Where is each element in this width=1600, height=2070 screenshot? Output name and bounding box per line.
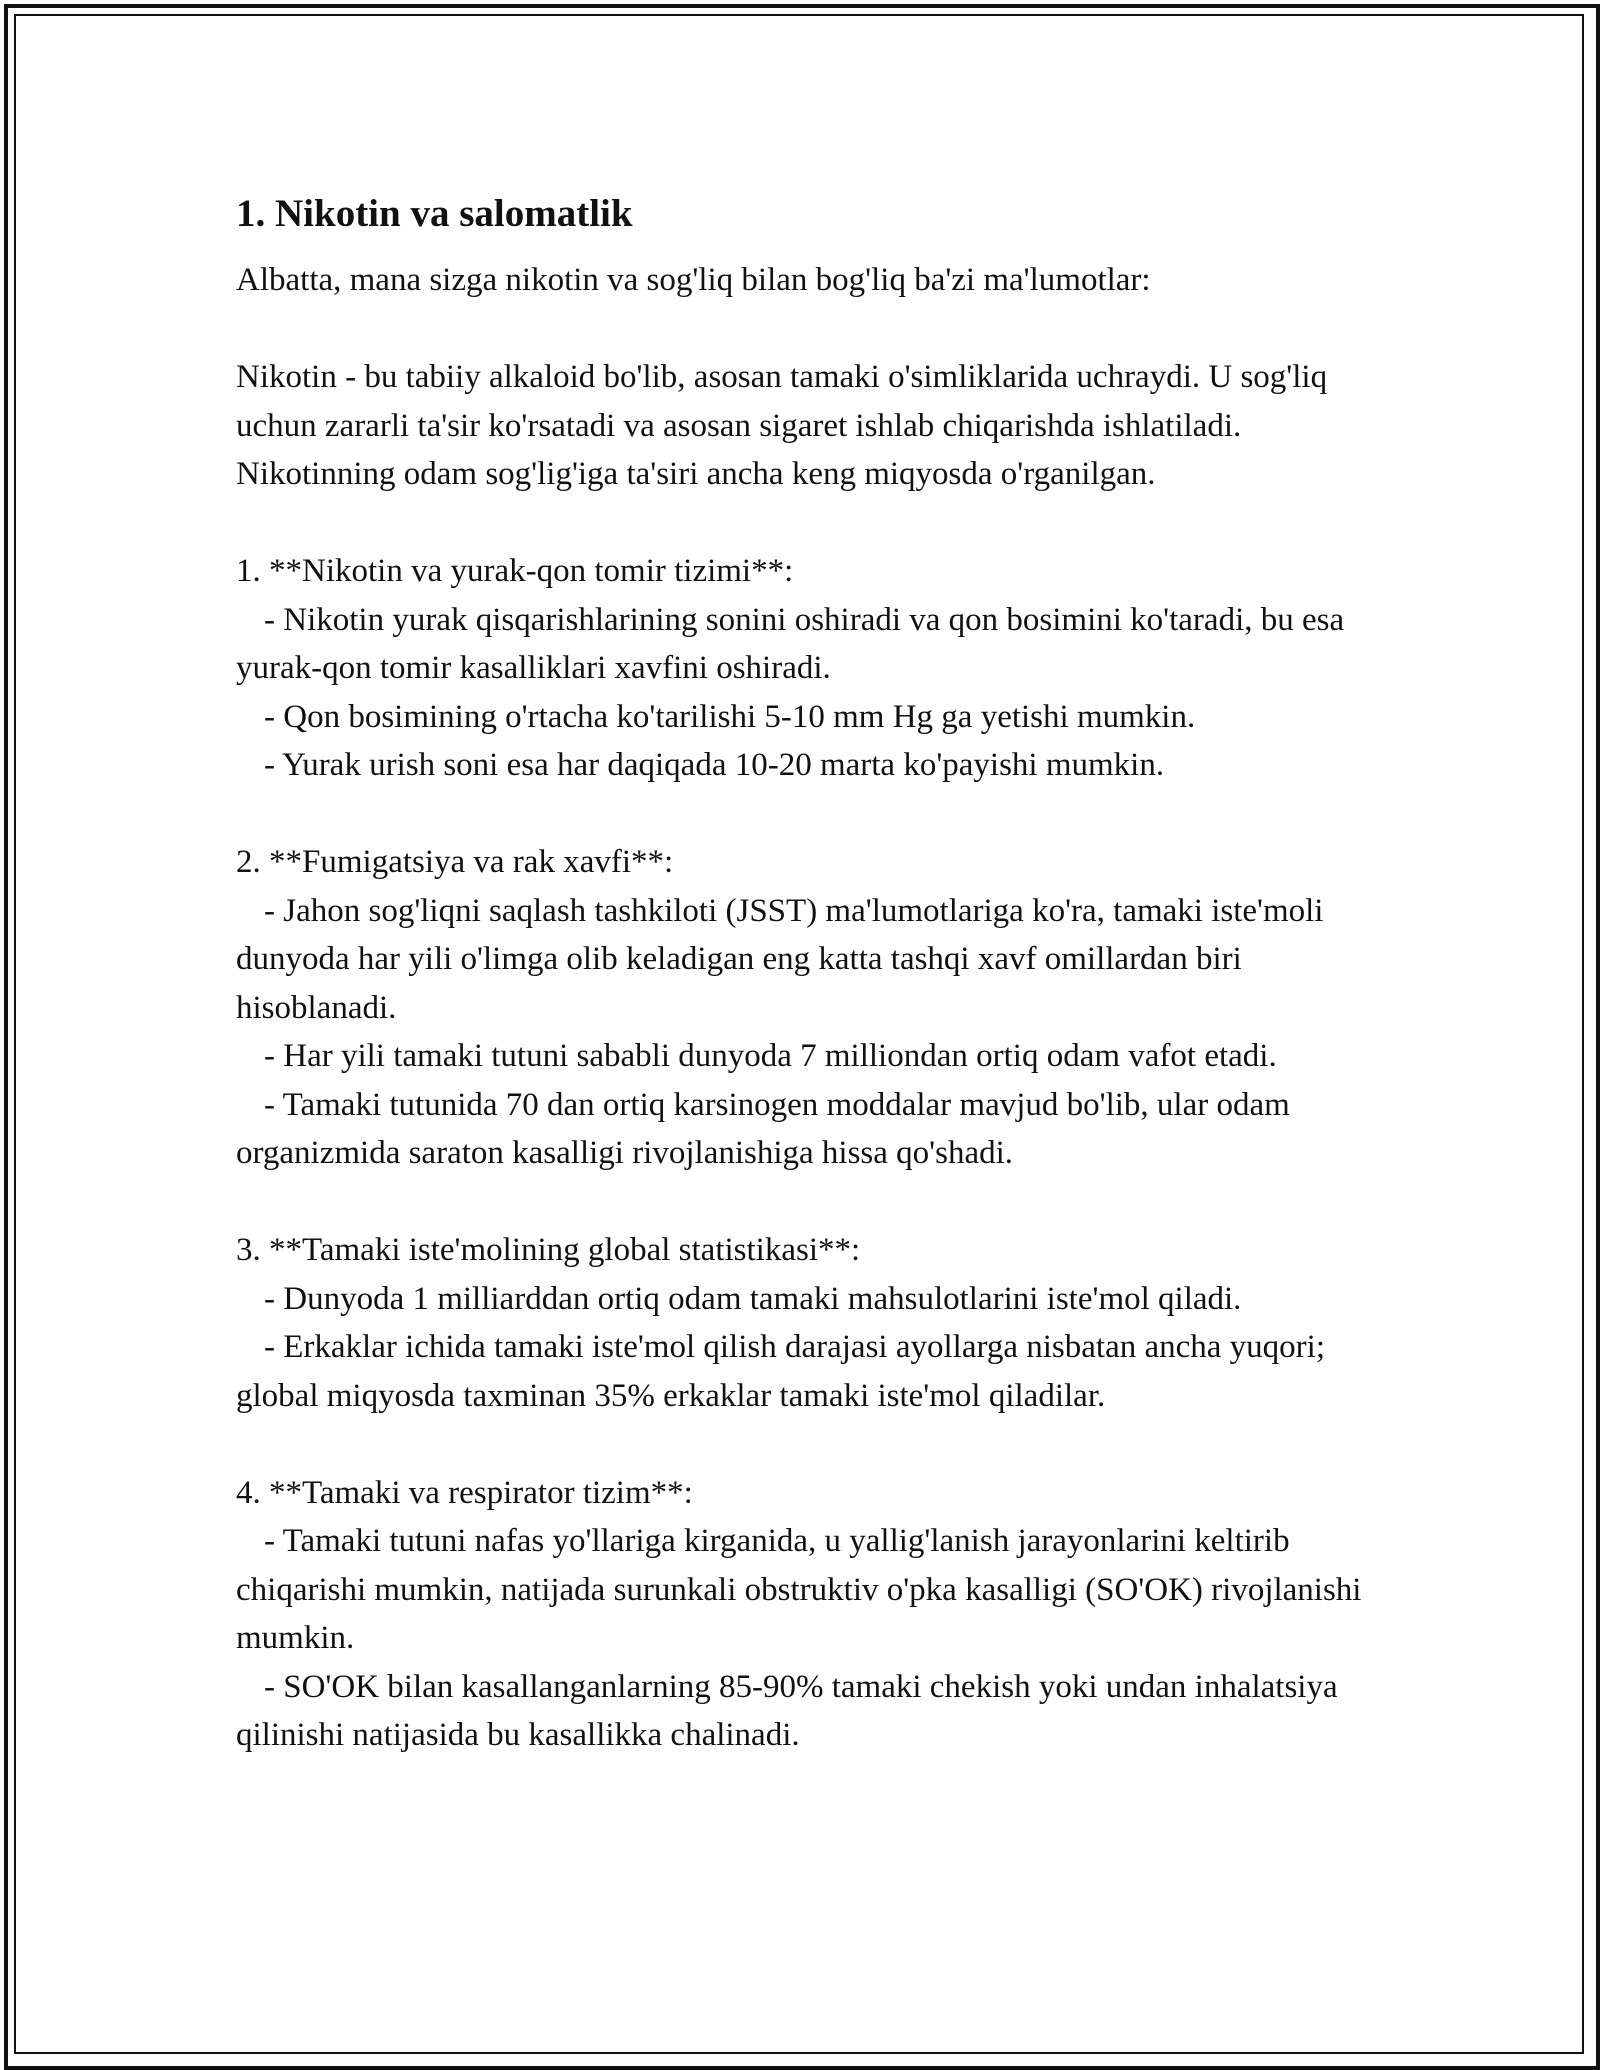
section-title: 3. **Tamaki iste'molining global statistikasi**:: [236, 1232, 861, 1268]
bullet-item: - Yurak urish soni esa har daqiqada 10-20 marta ko'payishi mumkin.: [264, 747, 1165, 783]
bullet-item: - Erkaklar ichida tamaki iste'mol qilish darajasi ayollarga nisbatan ancha yuqori; global miqyosda taxminan 35% erkaklar tamaki iste'mol qiladilar.: [236, 1329, 1325, 1414]
section-cancer-risk: [236, 838, 1386, 1178]
section-title: 1. **Nikotin va yurak-qon tomir tizimi**:: [236, 553, 794, 589]
section-title: 4. **Tamaki va respirator tizim**:: [236, 1474, 693, 1511]
document-body: [236, 188, 1386, 1808]
document-heading: 1. Nikotin va salomatlik: [236, 192, 633, 235]
bullet-item: - Nikotin yurak qisqarishlarining sonini oshiradi va qon bosimini ko'taradi, bu esa yurak-qon tomir kasalliklari xavfini oshiradi.: [236, 601, 1345, 686]
section-title: 2. **Fumigatsiya va rak xavfi**:: [236, 844, 674, 880]
bullet-item: - Dunyoda 1 milliarddan ortiq odam tamaki mahsulotlarini iste'mol qiladi.: [264, 1280, 1242, 1317]
bullet-item: - Qon bosimining o'rtacha ko'tarilishi 5-10 mm Hg ga yetishi mumkin.: [264, 698, 1196, 735]
bullet-item: - SO'OK bilan kasallanganlarning 85-90% tamaki chekish yoki undan inhalatsiya qilinishi natijasida bu kasallikka chalinadi.: [236, 1668, 1338, 1753]
bullet-item: - Tamaki tutunida 70 dan ortiq karsinogen moddalar mavjud bo'lib, ular odam organizmida saraton kasalligi rivojlanishiga hissa qo'shadi.: [236, 1086, 1290, 1171]
bullet-item: - Har yili tamaki tutuni sababli dunyoda 7 milliondan ortiq odam vafot etadi.: [264, 1038, 1277, 1074]
intro-paragraph: Albatta, mana sizga nikotin va sog'liq bilan bog'liq ba'zi ma'lumotlar:: [236, 262, 1151, 298]
section-respiratory: [236, 1469, 1386, 1760]
bullet-item: - Tamaki tutuni nafas yo'llariga kirganida, u yallig'lanish jarayonlarini keltirib chiqarishi mumkin, natijada surunkali obstruktiv o'pka kasalligi (SO'OK) rivojlanishi mumkin.: [236, 1523, 1362, 1656]
section-cardiovascular: [236, 547, 1386, 790]
bullet-item: - Jahon sog'liqni saqlash tashkiloti (JSST) ma'lumotlariga ko'ra, tamaki iste'moli dunyoda har yili o'limga olib keladigan eng katta tashqi xavf omillardan biri hisoblanadi.: [236, 892, 1324, 1026]
section-global-statistics: [236, 1226, 1386, 1420]
description-paragraph: Nikotin - bu tabiiy alkaloid bo'lib, asosan tamaki o'simliklarida uchraydi. U sog'liq uchun zararli ta'sir ko'rsatadi va asosan sigaret ishlab chiqarishda ishlatiladi. Nikotinning odam sog'lig'iga ta'siri ancha keng miqyosda o'rganilgan.: [236, 359, 1328, 492]
